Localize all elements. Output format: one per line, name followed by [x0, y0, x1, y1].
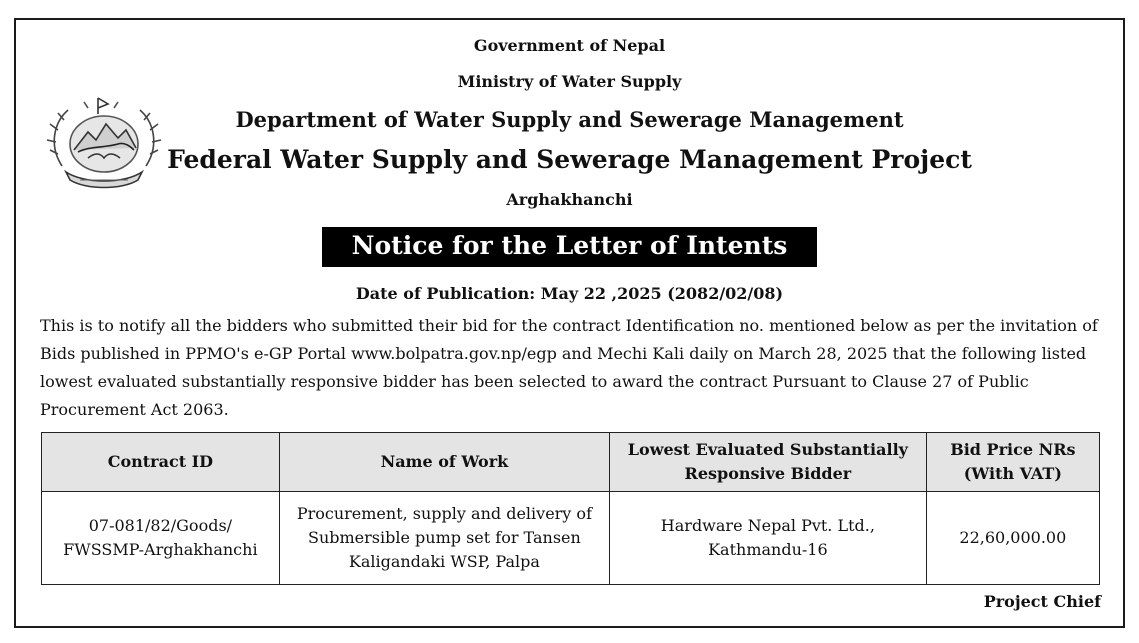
notice-body: This is to notify all the bidders who submitted their bid for the contract Identification no. mentioned below as per the invitation of Bids published in PPMO's e-GP Portal www.bolpatra.gov.np/egp and Mechi Kali daily on March 28, 2025 that the following listed lowest evaluated substantially responsive bidder has been selected to award the contract Pursuant to Clause 27 of Public Procurement Act 2063.: [40, 316, 1098, 419]
award-table: [41, 432, 1100, 585]
government-heading: Government of Nepal: [473, 36, 666, 55]
publication-date: Date of Publication: May 22 ,2025 (2082/02/08): [355, 284, 784, 303]
project-heading: Federal Water Supply and Sewerage Management Project: [167, 145, 972, 174]
notice-title-wrap: [0, 227, 1139, 267]
cell-contract-id: 07-081/82/Goods/ FWSSMP-Arghakhanchi: [42, 492, 280, 585]
table-header-row: [42, 433, 1100, 492]
header-contract-id: Contract ID: [42, 433, 280, 492]
ministry-heading: Ministry of Water Supply: [457, 72, 682, 91]
cell-bidder: Hardware Nepal Pvt. Ltd., Kathmandu-16: [610, 492, 927, 585]
nepal-government-emblem-icon: [44, 88, 164, 196]
district-heading: Arghakhanchi: [506, 190, 633, 209]
header-bidder: Lowest Evaluated Substantially Responsive Bidder: [610, 433, 927, 492]
department-heading: Department of Water Supply and Sewerage Management: [235, 107, 904, 132]
header-bid-price: Bid Price NRs (With VAT): [926, 433, 1099, 492]
cell-bid-price: 22,60,000.00: [926, 492, 1099, 585]
cell-name-of-work: Procurement, supply and delivery of Submersible pump set for Tansen Kaligandaki WSP, Palpa: [279, 492, 609, 585]
signoff: Project Chief: [983, 592, 1101, 611]
table-row: [42, 492, 1100, 585]
header-name-of-work: Name of Work: [279, 433, 609, 492]
notice-title: Notice for the Letter of Intents: [322, 227, 818, 267]
